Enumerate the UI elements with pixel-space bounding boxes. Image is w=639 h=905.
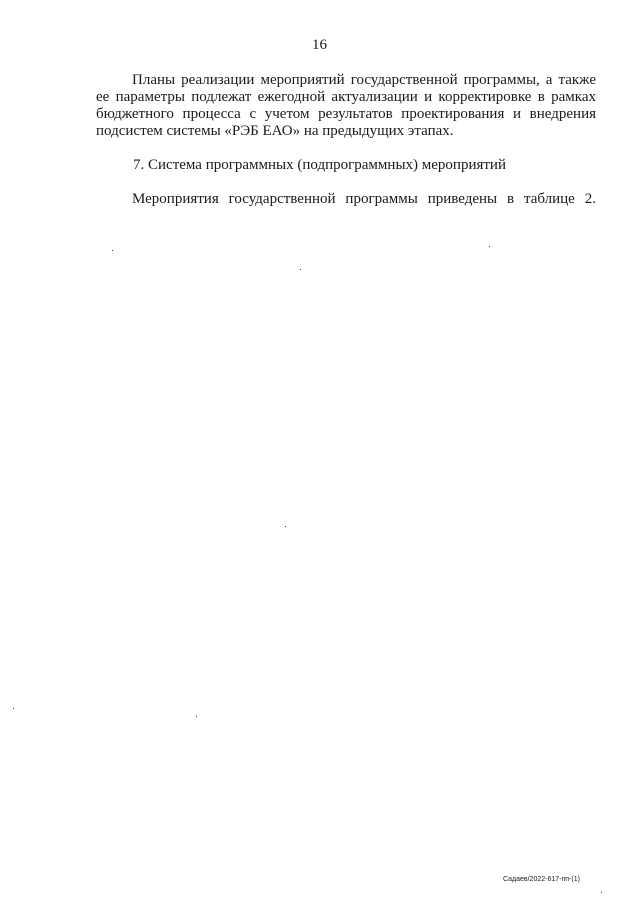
document-code: Садаев/2022-617-пп-(1) bbox=[503, 876, 580, 883]
scan-speck bbox=[112, 250, 113, 251]
scan-speck bbox=[601, 892, 602, 893]
section-heading: 7. Система программных (подпрограммных) мероприятий bbox=[133, 157, 506, 173]
paragraph-line: подсистем системы «РЭБ ЕАО» на предыдущих этапах. bbox=[96, 123, 454, 139]
page-number: 16 bbox=[312, 37, 327, 53]
scan-speck bbox=[13, 708, 14, 709]
paragraph-line: ее параметры подлежат ежегодной актуализации и корректировке в рамках bbox=[96, 89, 596, 105]
scan-speck bbox=[196, 716, 197, 717]
scan-speck bbox=[489, 246, 490, 247]
scan-speck bbox=[300, 269, 301, 270]
scan-speck bbox=[285, 526, 286, 527]
paragraph-plans bbox=[96, 72, 596, 140]
paragraph-line: Планы реализации мероприятий государственной программы, а также bbox=[132, 72, 596, 88]
paragraph-line: Мероприятия государственной программы приведены в таблице 2. bbox=[132, 191, 596, 207]
paragraph-line: бюджетного процесса с учетом результатов проектирования и внедрения bbox=[96, 106, 596, 122]
paragraph-activities bbox=[96, 191, 596, 208]
